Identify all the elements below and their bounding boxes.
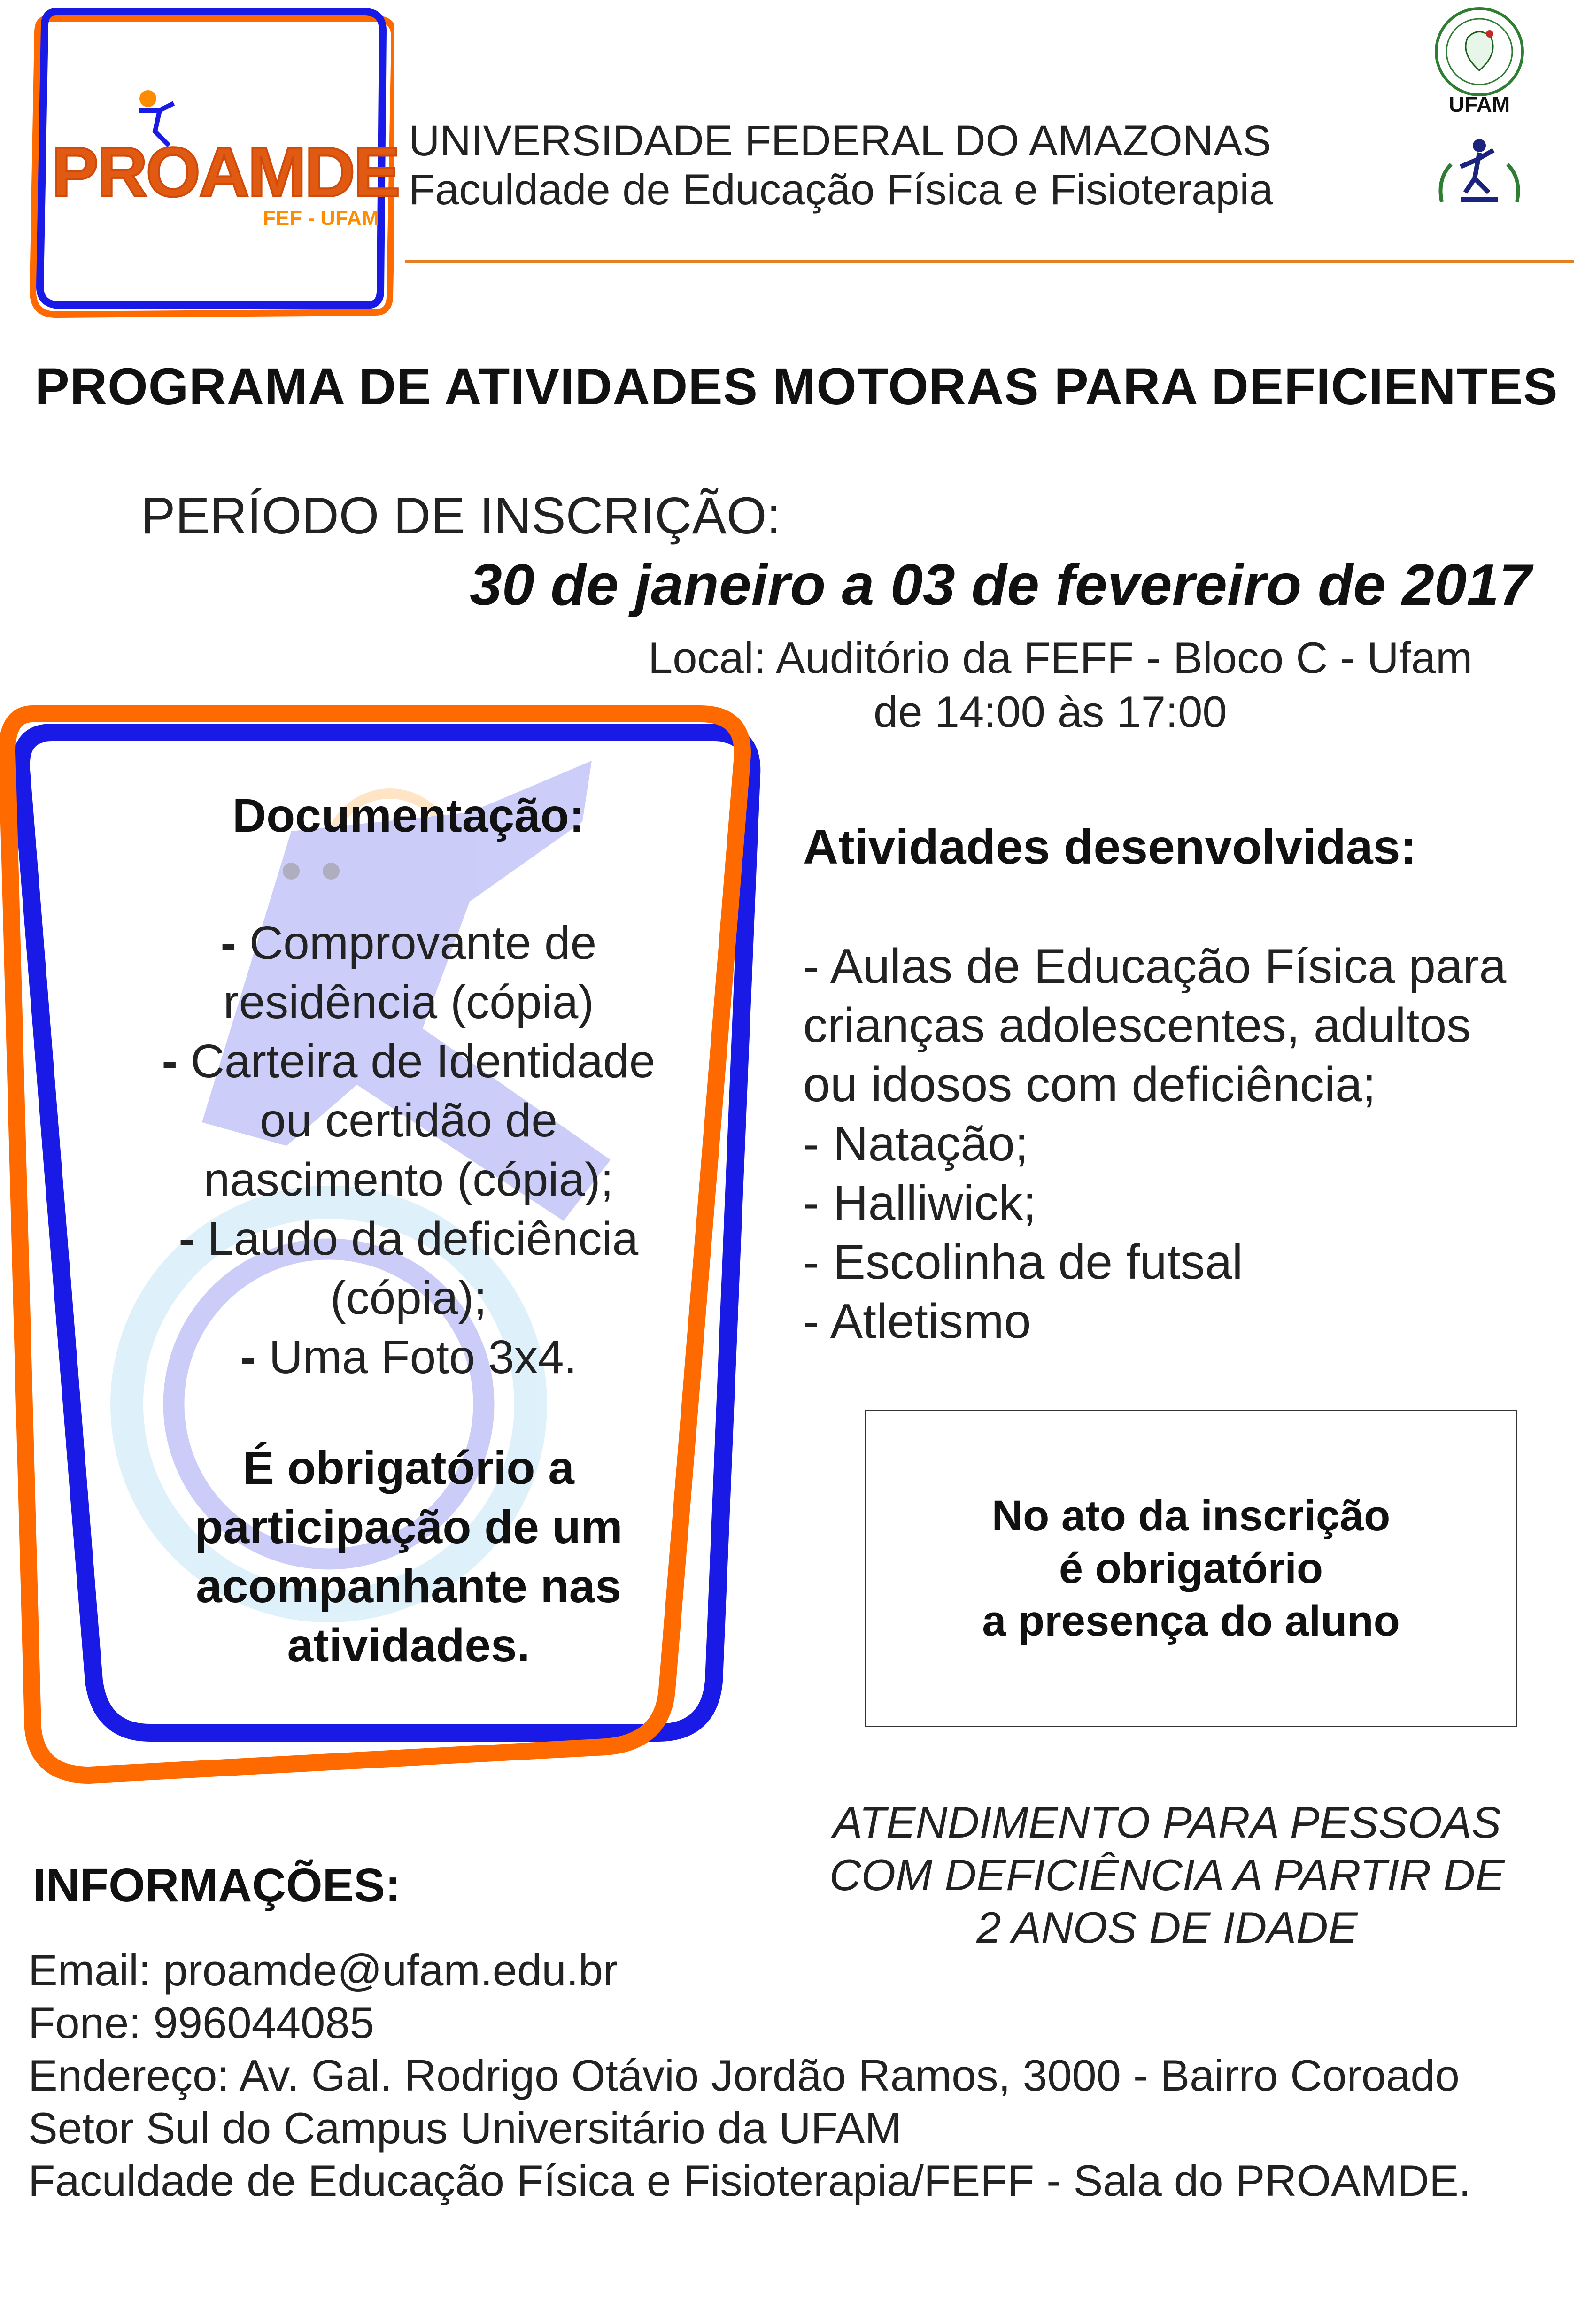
notice-line: é obrigatório (1059, 1544, 1323, 1592)
contact-info (28, 1944, 1471, 2207)
mandatory-line: acompanhante nas (196, 1560, 621, 1613)
activity-line: crianças adolescentes, adultos (803, 998, 1471, 1053)
ufam-label: UFAM (1448, 92, 1510, 116)
documentation-item-1 (131, 913, 686, 1032)
item-line: ou certidão de (260, 1094, 557, 1147)
item-line: Laudo da deficiência (207, 1212, 639, 1265)
item-dash: - (162, 1035, 191, 1088)
activities-list (803, 937, 1506, 1351)
contact-address-line: Faculdade de Educação Física e Fisioterapia/FEFF - Sala do PROAMDE. (28, 2156, 1471, 2205)
item-line: Uma Foto 3x4. (269, 1331, 577, 1383)
activity-line: - Atletismo (803, 1294, 1031, 1349)
activities-title: Atividades desenvolvidas: (803, 820, 1417, 874)
activity-line: - Escolinha de futsal (803, 1235, 1243, 1289)
feff-emblem-icon (1432, 131, 1526, 221)
registration-dates: 30 de janeiro a 03 de fevereiro de 2017 (470, 553, 1531, 618)
mandatory-line: atividades. (287, 1619, 530, 1672)
registration-label: PERÍODO DE INSCRIÇÃO: (141, 487, 781, 545)
documentation-title: Documentação: (232, 789, 585, 842)
university-name: UNIVERSIDADE FEDERAL DO AMAZONAS (409, 117, 1271, 165)
mandatory-line: participação de um (194, 1501, 623, 1553)
activity-line: - Halliwick; (803, 1176, 1036, 1230)
mandatory-line: É obrigatório a (243, 1442, 574, 1494)
attendance-line: COM DEFICIÊNCIA A PARTIR DE (829, 1850, 1505, 1899)
item-line: (cópia); (330, 1272, 487, 1324)
item-dash: - (240, 1331, 269, 1383)
notice-line: No ato da inscrição (991, 1492, 1391, 1540)
documentation-item-3 (131, 1209, 686, 1328)
activity-line: ou idosos com deficiência; (803, 1058, 1376, 1112)
documentation-section (131, 789, 686, 1675)
faculty-name: Faculdade de Educação Física e Fisioterapia (409, 166, 1274, 214)
student-presence-notice (865, 1410, 1517, 1727)
item-line: Carteira de Identidade (190, 1035, 656, 1088)
proamde-logo (19, 5, 399, 324)
logo-text: PROAMDE (52, 132, 399, 211)
item-line: residência (cópia) (223, 976, 594, 1028)
item-line: Comprovante de (249, 917, 597, 969)
contact-email[interactable]: Email: proamde@ufam.edu.br (28, 1946, 618, 1995)
contact-address-line: Setor Sul do Campus Universitário da UFAM (28, 2103, 902, 2153)
ufam-seal-icon (1432, 5, 1526, 99)
attendance-note (780, 1796, 1554, 1954)
contact-address: Endereço: Av. Gal. Rodrigo Otávio Jordão Ramos, 3000 - Bairro Coroado (28, 2051, 1460, 2100)
program-title: PROGRAMA DE ATIVIDADES MOTORAS PARA DEFICIENTES (35, 358, 1558, 416)
logo-subtext: FEF - UFAM (263, 207, 379, 230)
mandatory-companion-note (131, 1438, 686, 1675)
registration-location: Local: Auditório da FEFF - Bloco C - Ufam (648, 633, 1473, 682)
documentation-item-4 (131, 1328, 686, 1387)
header-divider (405, 260, 1574, 263)
info-title: INFORMAÇÕES: (33, 1859, 401, 1912)
attendance-line: ATENDIMENTO PARA PESSOAS (833, 1798, 1501, 1847)
item-dash: - (220, 917, 249, 969)
notice-line: a presença do aluno (982, 1597, 1400, 1645)
registration-time: de 14:00 às 17:00 (874, 687, 1227, 736)
documentation-item-2 (131, 1032, 686, 1209)
activity-line: - Natação; (803, 1117, 1028, 1171)
item-dash: - (178, 1212, 208, 1265)
attendance-line: 2 ANOS DE IDADE (976, 1903, 1358, 1952)
contact-phone: Fone: 996044085 (28, 1998, 374, 2047)
activity-line: - Aulas de Educação Física para (803, 939, 1507, 994)
item-line: nascimento (cópia); (203, 1153, 614, 1206)
